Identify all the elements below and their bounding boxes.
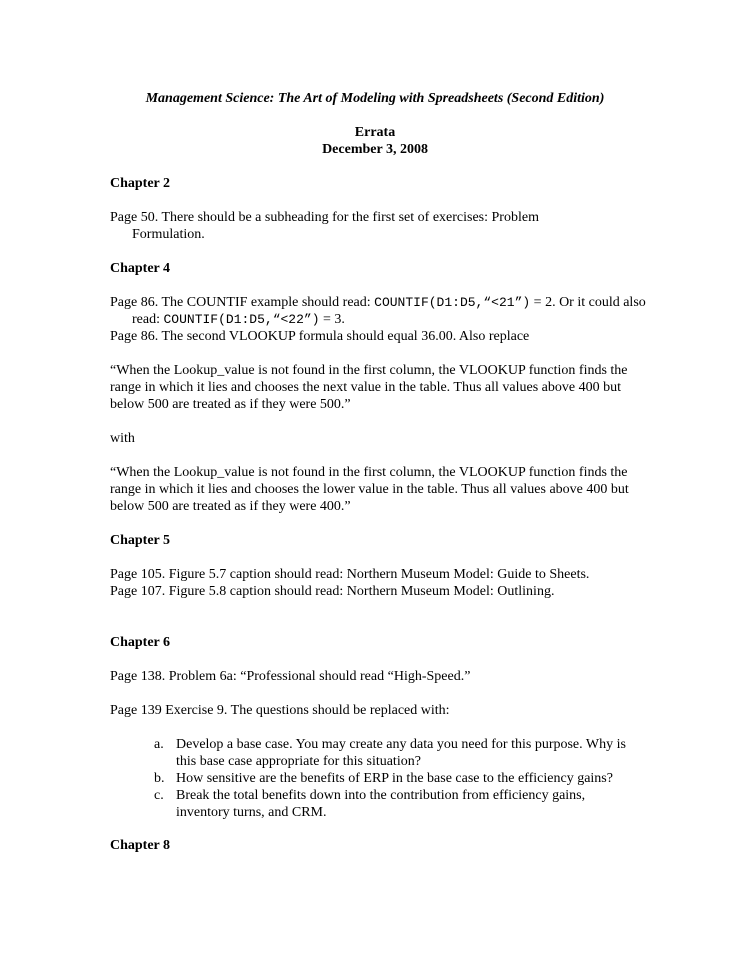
document-date: December 3, 2008 xyxy=(322,142,428,157)
chapter-6-item-2: Page 139 Exercise 9. The questions should be replaced with: xyxy=(110,703,450,718)
chapter-2-item-1: Page 50. There should be a subheading for the first set of exercises: Problem Formulation. xyxy=(110,210,539,242)
countif-formula-2: COUNTIF(D1:D5,“<22”) xyxy=(163,312,320,327)
list-item-label: c. xyxy=(154,788,164,803)
chapter-4-item-1-text-c: = 3. xyxy=(319,312,345,327)
list-item-text: Break the total benefits down into the contribution from efficiency gains, inventory turns, and CRM. xyxy=(176,788,586,820)
list-item-label: b. xyxy=(154,771,165,786)
chapter-4-item-1-text-b: = 2. Or it could also read: xyxy=(132,295,646,327)
chapter-4-heading: Chapter 4 xyxy=(110,261,171,276)
list-item-label: a. xyxy=(154,737,164,752)
chapter-4-quote-replacement: “When the Lookup_value is not found in the first column, the VLOOKUP function finds the range in which it lies and chooses the lower value in the table. Thus all values above 400 but below 500 are treated as if they were 400.” xyxy=(110,465,629,514)
chapter-4-quote-original: “When the Lookup_value is not found in the first column, the VLOOKUP function finds the range in which it lies and chooses the next value in the table. Thus all values above 400 but below 500 are treated as if they were 500.” xyxy=(110,363,628,412)
list-item xyxy=(110,736,640,770)
chapter-5-item-2: Page 107. Figure 5.8 caption should read: Northern Museum Model: Outlining. xyxy=(110,584,555,599)
countif-formula-1: COUNTIF(D1:D5,“<21”) xyxy=(374,295,531,310)
chapter-2-heading: Chapter 2 xyxy=(110,176,171,191)
document-title: Management Science: The Art of Modeling with Spreadsheets (Second Edition) xyxy=(145,91,605,106)
list-item-text: Develop a base case. You may create any data you need for this purpose. Why is this base case appropriate for this situation? xyxy=(176,737,626,769)
chapter-5-item-1: Page 105. Figure 5.7 caption should read: Northern Museum Model: Guide to Sheets. xyxy=(110,567,590,582)
chapter-4-with: with xyxy=(110,431,135,446)
list-item-text: How sensitive are the benefits of ERP in the base case to the efficiency gains? xyxy=(176,771,613,786)
chapter-4-item-2: Page 86. The second VLOOKUP formula should equal 36.00. Also replace xyxy=(110,329,530,344)
chapter-6-heading: Chapter 6 xyxy=(110,635,171,650)
chapter-5-heading: Chapter 5 xyxy=(110,533,171,548)
chapter-8-heading: Chapter 8 xyxy=(110,838,171,853)
chapter-4-item-1 xyxy=(110,294,657,328)
chapter-4-item-1-text-a: Page 86. The COUNTIF example should read: xyxy=(110,295,375,310)
errata-label: Errata xyxy=(354,125,396,140)
exercise-questions-list xyxy=(110,736,640,821)
list-item xyxy=(110,787,640,821)
list-item xyxy=(110,770,640,787)
chapter-6-item-1: Page 138. Problem 6a: “Professional should read “High-Speed.” xyxy=(110,669,471,684)
